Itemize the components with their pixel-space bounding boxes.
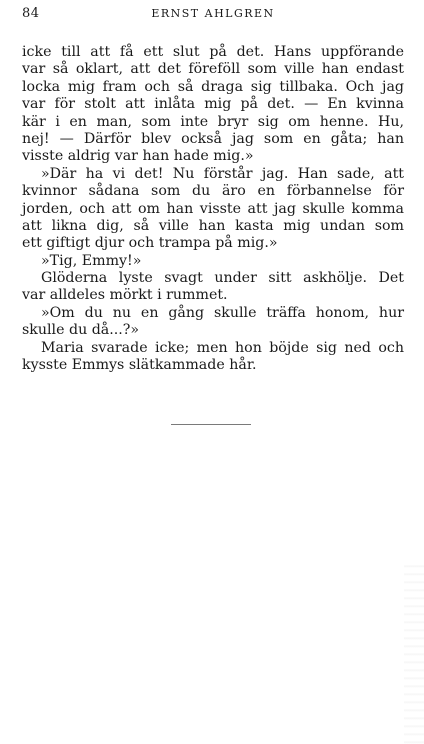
text-line: kär i en man, som inte bryr sig om henne. Hu, [22,113,404,130]
text-line: Maria svarade icke; men hon böjde sig ned och [41,339,404,356]
text-line: var för stolt att inlåta mig på det. — En kvinna [22,96,404,113]
text-line: jorden, och att om han visste att jag skulle komma [22,200,404,217]
text-line: var alldeles mörkt i rummet. [22,287,228,304]
page-header [22,6,404,26]
text-line: »Tig, Emmy!» [41,252,142,269]
text-line: kysste Emmys slätkammade hår. [22,357,257,374]
text-line: skulle du då...?» [22,322,140,339]
text-line: icke till att få ett slut på det. Hans uppförande [22,44,404,60]
text-line: att likna dig, så ville han kasta mig undan som [22,217,404,234]
page-edge-texture [404,560,424,744]
body-text [22,44,404,374]
text-line: nej! — Därför blev också jag som en gåta; han [22,130,404,147]
text-line: kvinnor sådana som du äro en förbannelse för [22,183,404,200]
text-line: var så oklart, att det föreföll som ville han endast [22,61,404,78]
text-line: Glöderna lyste svagt under sitt askhölje. Det [41,270,404,287]
text-line: »Om du nu en gång skulle träffa honom, hur [41,304,404,321]
text-line: »Där ha vi det! Nu förstår jag. Han sade, att [41,165,404,182]
text-line: locka mig fram och så draga sig tillbaka. Och jag [22,78,404,95]
running-head: ERNST AHLGREN [151,7,275,20]
section-divider [171,424,251,425]
text-line: ett giftigt djur och trampa på mig.» [22,235,278,252]
text-line: visste aldrig var han hade mig.» [22,148,254,165]
page-number: 84 [22,6,40,21]
